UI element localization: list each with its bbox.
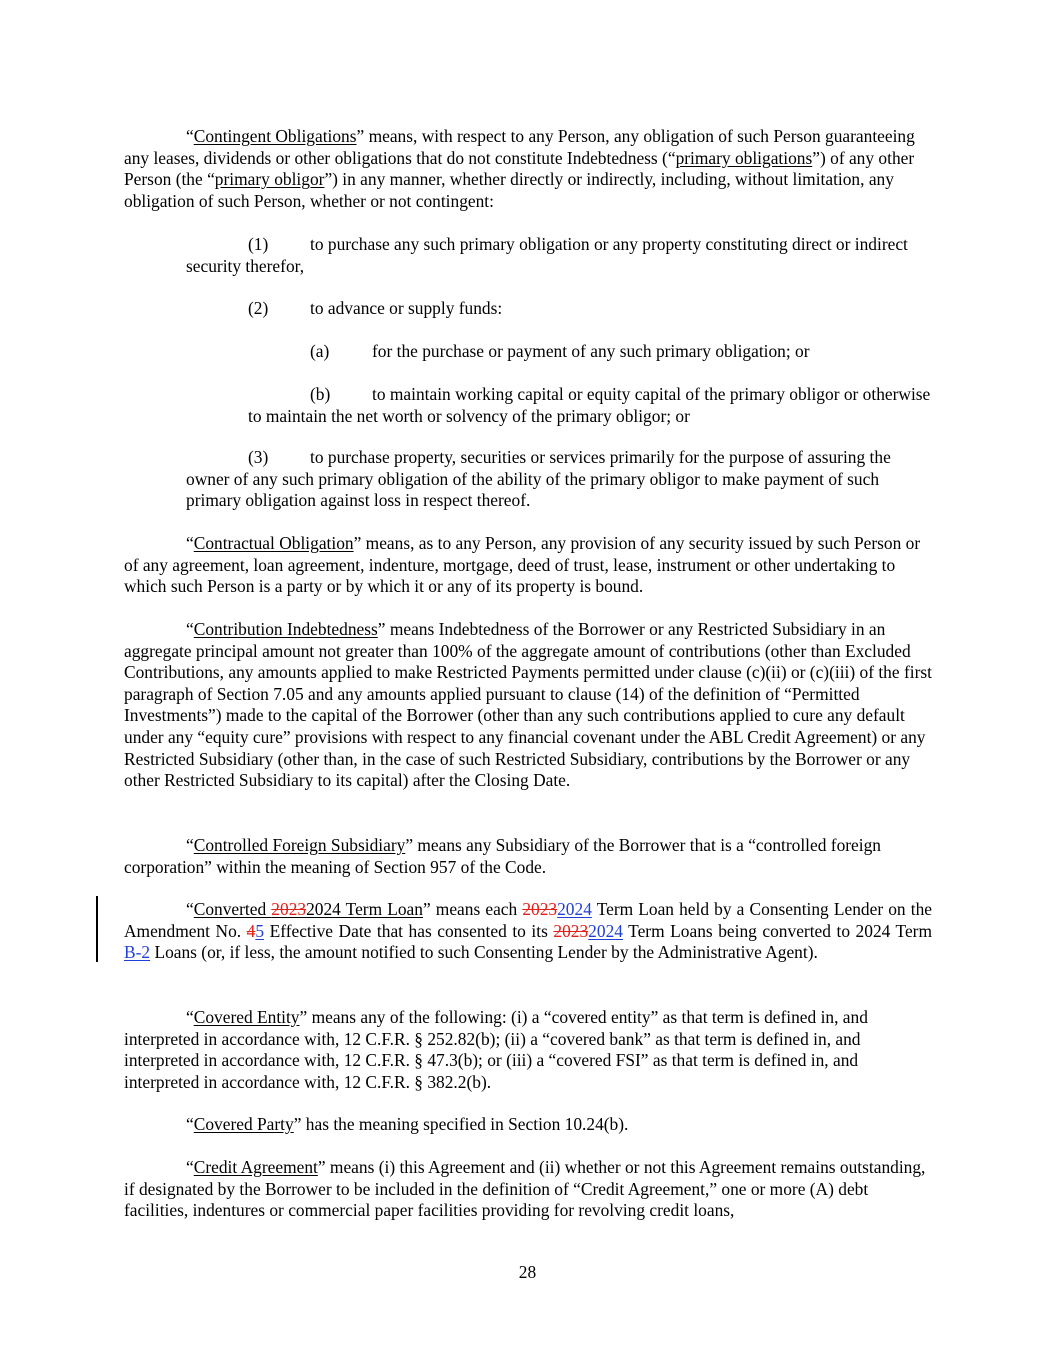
definition-contingent-obligations: “Contingent Obligations” means, with respect to any Person, any obligation of such Person guaranteeing any leases, dividends or other obligations that do not constitute Indebtedness (“primary obligations”) of any other Person (the “primary obligor”) in any manner, whether directly or indirectly, including, without limitation, any obligation of such Person, whether or not contingent: — [124, 126, 915, 211]
defined-term: primary obligations — [675, 147, 813, 168]
deleted-text: 2023 — [522, 899, 558, 919]
inserted-text: B-2 — [124, 942, 151, 963]
deleted-text: 4 — [246, 920, 256, 941]
inserted-text: 2024 — [588, 920, 623, 941]
defined-term: Contractual Obligation — [193, 533, 354, 553]
page-number: 28 — [518, 1262, 537, 1282]
deleted-text: 2023 — [553, 920, 589, 941]
inserted-text: 2024 — [557, 899, 592, 919]
definition-credit-agreement: “Credit Agreement” means (i) this Agreement and (ii) whether or not this Agreement remains outstanding, if designated by the Borrower to be included in the definition of “Credit Agreement,” one or more (A) debt facilities, indentures or commercial paper facilities providing for revolving credit loans, — [124, 1157, 926, 1221]
definition-contribution-indebtedness: “Contribution Indebtedness” means Indebtedness of the Borrower or any Restricted Subsidiary in an aggregate principal amount not greater than 100% of the aggregate amount of contributions (other than Excluded Contributions, any amounts applied to make Restricted Payments permitted under clause (c)(ii) or (c)(iii) of the first paragraph of Section 7.05 and any amounts applied pursuant to clause (14) of the definition of “Permitted Investments”) made to the capital of the Borrower (other than any such contributions applied to cure any default under any “equity cure” provisions with respect to any financial covenant under the ABL Credit Agreement) or any Restricted Subsidiary (other than, in the case of such Restricted Subsidiary, contributions by the Borrower or any other Restricted Subsidiary to its capital) after the Closing Date. — [124, 619, 932, 791]
definition-converted-term-loan: “Converted 20232024 Term Loan” means each 20232024 Term Loan held by a Consenting Lender on the Amendment No. 45 Effective Date that has consented to its 20232024 Term Loans being converted to 2024 Term B-2 Loans (or, if less, the amount notified to such Consenting Lender by the Administrative Agent). — [124, 899, 933, 963]
defined-term: primary obligor — [214, 169, 325, 190]
definition-contractual-obligation: “Contractual Obligation” means, as to any Person, any provision of any security issued by such Person or of any agreement, loan agreement, indenture, mortgage, deed of trust, lease, instrument or other undertaking to which such Person is a party or by which it or any of its property is bound. — [124, 533, 921, 597]
definition-covered-party: “Covered Party” has the meaning specified in Section 10.24(b). — [186, 1114, 629, 1134]
clause-2a: (a) for the purchase or payment of any such primary obligation; or — [310, 341, 810, 361]
deleted-text: 2023 — [271, 899, 307, 919]
clause-2b: (b) to maintain working capital or equity capital of the primary obligor or otherwise to maintain the net worth or solvency of the primary obligor; or — [248, 384, 931, 426]
defined-term: Credit Agreement — [193, 1157, 318, 1177]
defined-term: Converted 20232024 Term Loan — [193, 899, 423, 919]
defined-term: Controlled Foreign Subsidiary — [193, 835, 406, 855]
definition-controlled-foreign-subsidiary: “Controlled Foreign Subsidiary” means any Subsidiary of the Borrower that is a “controlled foreign corporation” within the meaning of Section 957 of the Code. — [124, 835, 881, 877]
defined-term: Covered Party — [193, 1114, 294, 1134]
revision-change-bar — [96, 896, 98, 962]
defined-term: Contribution Indebtedness — [193, 619, 378, 639]
inserted-text: 5 — [255, 920, 265, 941]
defined-term: Contingent Obligations — [193, 126, 357, 146]
clause-2: (2) to advance or supply funds: — [248, 298, 503, 318]
definition-covered-entity: “Covered Entity” means any of the following: (i) a “covered entity” as that term is defined in, and interpreted in accordance with, 12 C.F.R. § 252.82(b); (ii) a “covered bank” as that term is defined in, and interpreted in accordance with, 12 C.F.R. § 47.3(b); or (iii) a “covered FSI” as that term is defined in, and interpreted in accordance with, 12 C.F.R. § 382.2(b). — [124, 1007, 868, 1092]
clause-1: (1) to purchase any such primary obligation or any property constituting direct or indirect security therefor, — [186, 234, 908, 276]
clause-3: (3) to purchase property, securities or services primarily for the purpose of assuring the owner of any such primary obligation of the ability of the primary obligor to make payment of such primary obligation against loss in respect thereof. — [186, 447, 891, 511]
defined-term: Covered Entity — [193, 1007, 300, 1027]
